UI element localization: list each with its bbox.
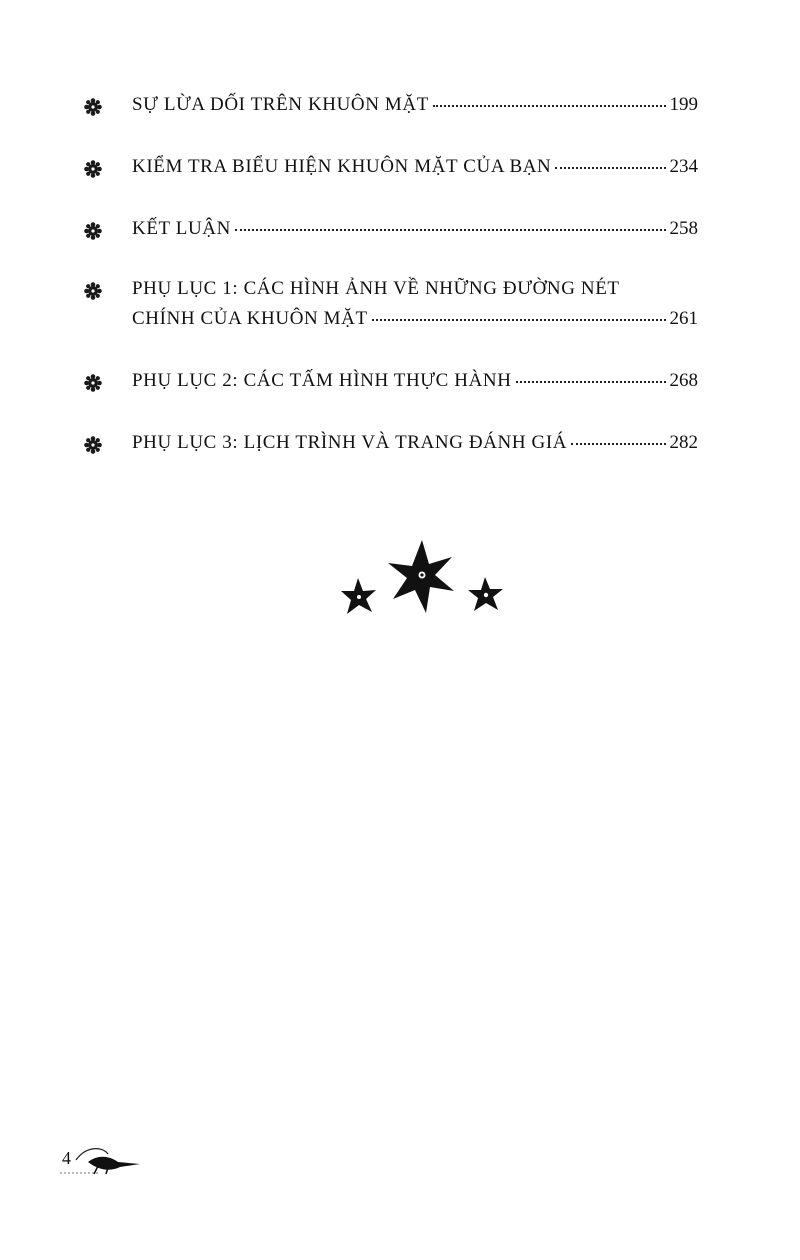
flower-bullet-icon: [84, 282, 102, 300]
flower-bullet-icon: [84, 98, 102, 116]
toc-entry-page: 282: [669, 432, 698, 453]
toc-entry-page: 234: [669, 156, 698, 177]
toc-entry-title-line1: PHỤ LỤC 1: CÁC HÌNH ẢNH VỀ NHỮNG ĐƯỜNG NÉT: [132, 278, 620, 299]
toc-entry: [84, 156, 698, 182]
toc-entry-title: KIỂM TRA BIỂU HIỆN KHUÔN MẶT CỦA BẠN: [132, 156, 552, 177]
page-number: 4: [62, 1148, 71, 1168]
toc-entry: [84, 432, 698, 458]
dot-leader: [516, 381, 666, 383]
dot-leader: [235, 229, 666, 231]
toc-entry-page: 199: [669, 94, 698, 115]
toc-entry-title: SỰ LỪA DỐI TRÊN KHUÔN MẶT: [132, 94, 429, 115]
toc-entry-title: CHÍNH CỦA KHUÔN MẶT: [132, 308, 368, 329]
toc-entry-title: KẾT LUẬN: [132, 218, 231, 239]
flower-bullet-icon: [84, 374, 102, 392]
quill-ornament-icon: [58, 1140, 148, 1180]
dot-leader: [555, 167, 665, 169]
toc-entry: [84, 94, 698, 120]
dot-leader: [372, 319, 666, 321]
flower-bullet-icon: [84, 222, 102, 240]
toc-entry: [84, 278, 698, 334]
toc-entry-title: PHỤ LỤC 2: CÁC TẤM HÌNH THỰC HÀNH: [132, 370, 512, 391]
toc-entry-page: 261: [669, 308, 698, 329]
flower-bullet-icon: [84, 436, 102, 454]
toc-entry: [84, 218, 698, 244]
three-stars-icon: [330, 535, 510, 630]
toc-entry-page: 268: [669, 370, 698, 391]
toc-entry-title: PHỤ LỤC 3: LỊCH TRÌNH VÀ TRANG ĐÁNH GIÁ: [132, 432, 568, 453]
dot-leader: [571, 443, 665, 445]
toc-entry: [84, 370, 698, 396]
toc-entry-page: 258: [669, 218, 698, 239]
flower-bullet-icon: [84, 160, 102, 178]
dot-leader: [433, 105, 666, 107]
